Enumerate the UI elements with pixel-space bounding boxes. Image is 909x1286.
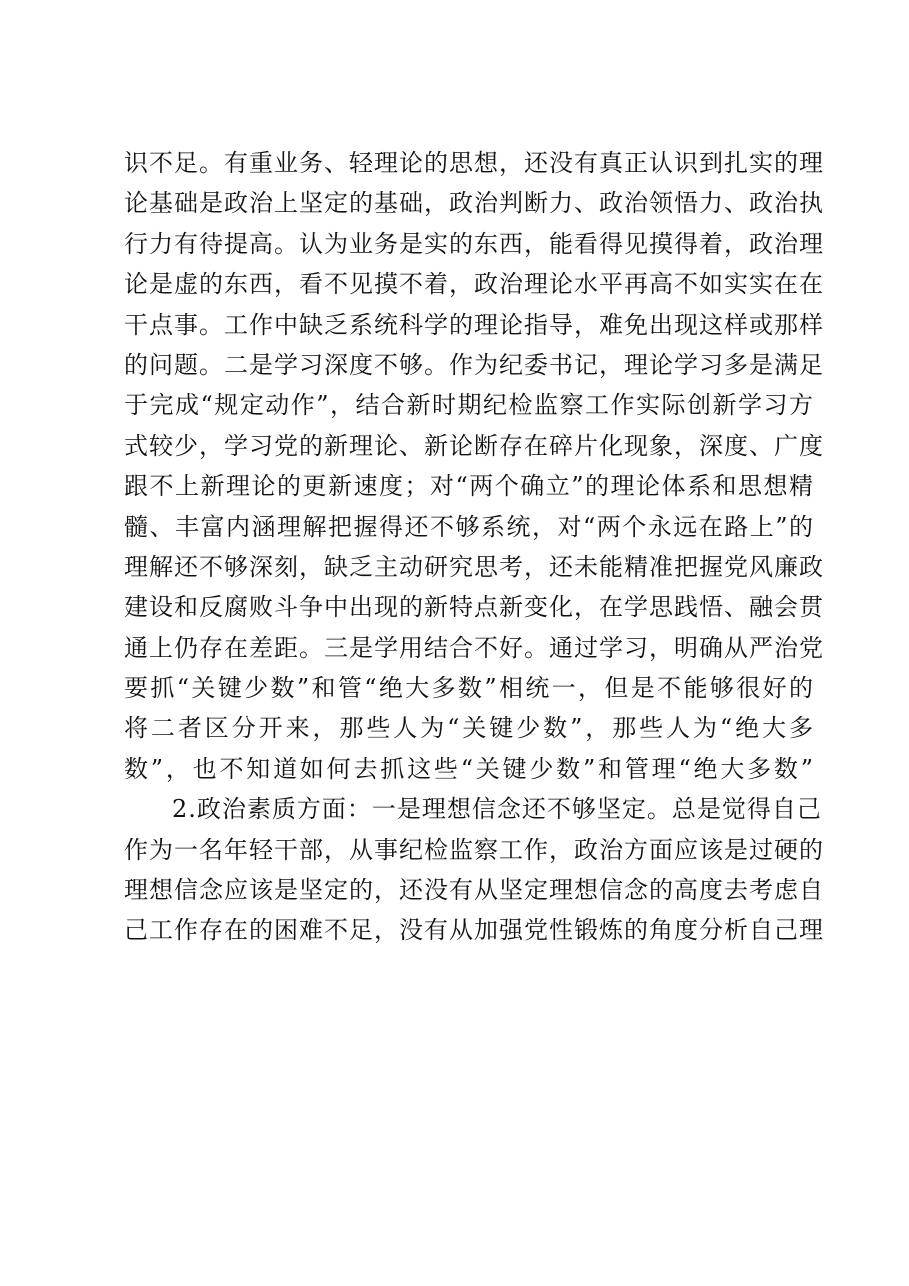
text-line: 作为一名年轻干部，从事纪检监察工作，政治方面应该是过硬的 bbox=[124, 835, 824, 864]
text-line: 识不足。有重业务、轻理论的思想，还没有真正认识到扎实的理 bbox=[124, 149, 824, 177]
text-line: 干点事。工作中缺乏系统科学的理论指导，难免出现这样或那样 bbox=[124, 310, 824, 339]
section-heading-line: 2.政治素质方面：一是理想信念还不够坚定。总是觉得自己 bbox=[172, 795, 822, 824]
body-text bbox=[124, 143, 824, 951]
text-line: 跟不上新理论的更新速度；对“两个确立”的理论体系和思想精 bbox=[124, 472, 814, 501]
text-line: 建设和反腐败斗争中出现的新特点新变化，在学思践悟、融会贯 bbox=[124, 593, 824, 622]
text-line: 数”，也不知道如何去抓这些“关键少数”和管理“绝大多数” bbox=[124, 754, 814, 783]
text-line: 通上仍存在差距。三是学用结合不好。通过学习，明确从严治党 bbox=[124, 633, 824, 662]
text-line: 要抓“关键少数”和管“绝大多数”相统一，但是不能够很好的 bbox=[124, 674, 814, 703]
text-line: 论是虚的东西，看不见摸不着，政治理论水平再高不如实实在在 bbox=[124, 270, 824, 299]
text-line: 的问题。二是学习深度不够。作为纪委书记，理论学习多是满足 bbox=[124, 350, 824, 379]
text-line: 于完成“规定动作”，结合新时期纪检监察工作实际创新学习方 bbox=[124, 391, 814, 420]
text-line: 论基础是政治上坚定的基础，政治判断力、政治领悟力、政治执 bbox=[124, 189, 824, 218]
text-line: 行力有待提高。认为业务是实的东西，能看得见摸得着，政治理 bbox=[124, 229, 824, 258]
text-line: 将二者区分开来，那些人为“关键少数”，那些人为“绝大多 bbox=[124, 714, 814, 743]
text-line: 式较少，学习党的新理论、新论断存在碎片化现象，深度、广度 bbox=[124, 431, 824, 460]
text-line: 己工作存在的困难不足，没有从加强党性锻炼的角度分析自己理 bbox=[124, 916, 824, 945]
text-line: 理想信念应该是坚定的，还没有从坚定理想信念的高度去考虑自 bbox=[124, 876, 824, 905]
text-line: 理解还不够深刻，缺乏主动研究思考，还未能精准把握党风廉政 bbox=[124, 552, 824, 581]
text-line: 髓、丰富内涵理解把握得还不够系统，对“两个永远在路上”的 bbox=[124, 512, 814, 541]
